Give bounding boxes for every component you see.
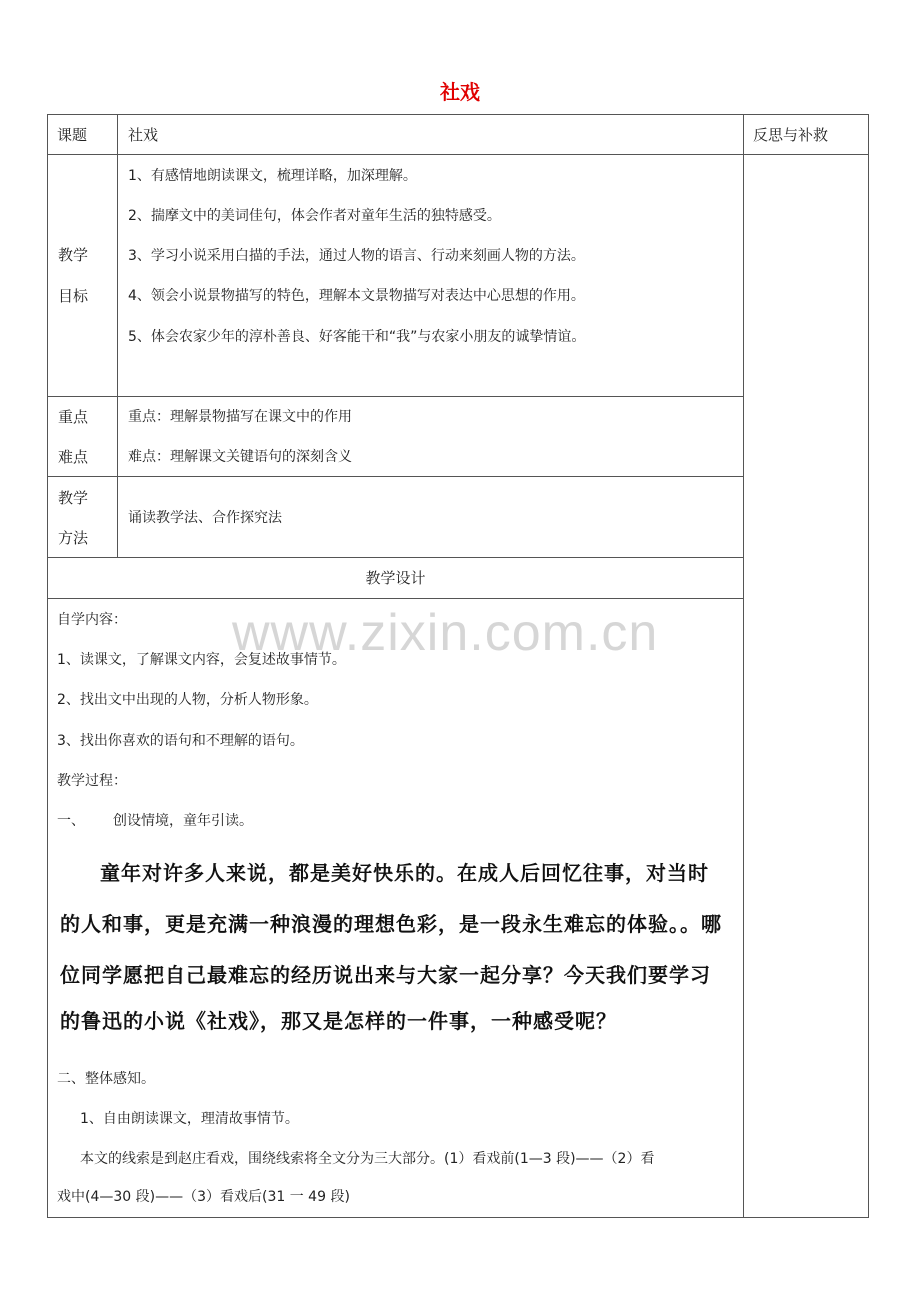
method-label: 教学	[58, 489, 89, 507]
intro-paragraph-line: 的人和事，更是充满一种浪漫的理想色彩，是一段永生难忘的体验。。哪	[60, 912, 722, 936]
table-border-top	[47, 114, 869, 115]
step-number: 一、	[57, 813, 85, 829]
reflection-header: 反思与补救	[753, 126, 829, 144]
step-item: 1、自由朗读课文，理清故事情节。	[80, 1111, 299, 1127]
table-border-right	[868, 114, 869, 1218]
method-label: 方法	[58, 529, 89, 547]
objective-item: 4、领会小说景物描写的特色，理解本文景物描写对表达中心思想的作用。	[128, 288, 585, 304]
row-divider	[47, 154, 869, 155]
objective-item: 3、学习小说采用白描的手法，通过人物的语言、行动来刻画人物的方法。	[128, 248, 585, 264]
row-divider	[47, 598, 744, 599]
step-title: 二、整体感知。	[57, 1071, 155, 1087]
key-points-label: 重点	[58, 408, 89, 426]
self-study-heading: 自学内容：	[57, 612, 127, 628]
objectives-label: 目标	[58, 287, 89, 305]
topic-label: 课题	[57, 126, 88, 144]
objective-item: 5、体会农家少年的淳朴善良、好客能干和“我”与农家小朋友的诚挚情谊。	[128, 329, 586, 345]
key-points-label: 难点	[58, 448, 89, 466]
topic-value: 社戏	[128, 126, 159, 144]
self-study-item: 2、找出文中出现的人物，分析人物形象。	[57, 692, 318, 708]
difficult-point: 难点：理解课文关键语句的深刻含义	[128, 449, 352, 465]
step-title: 创设情境，童年引读。	[113, 813, 253, 829]
design-heading: 教学设计	[365, 569, 426, 587]
intro-paragraph-line: 童年对许多人来说，都是美好快乐的。在成人后回忆往事，对当时	[100, 861, 709, 885]
row-divider	[47, 476, 744, 477]
intro-paragraph-line: 的鲁迅的小说《社戏》，那又是怎样的一件事，一种感受呢？	[60, 1009, 617, 1033]
objective-item: 1、有感情地朗读课文，梳理详略，加深理解。	[128, 168, 417, 184]
table-border-left	[47, 114, 48, 1218]
paragraph-line: 本文的线索是到赵庄看戏，围绕线索将全文分为三大部分。(1）看戏前(1—3 段)——（2）看	[80, 1151, 655, 1167]
column-divider	[743, 114, 744, 1218]
table-border-bottom	[47, 1217, 869, 1218]
objectives-label: 教学	[58, 246, 89, 264]
key-point: 重点：理解景物描写在课文中的作用	[128, 409, 352, 425]
row-divider	[47, 557, 744, 558]
objective-item: 2、揣摩文中的美词佳句，体会作者对童年生活的独特感受。	[128, 208, 501, 224]
paragraph-line: 戏中(4—30 段)——（3）看戏后(31 一 49 段)	[57, 1189, 350, 1205]
self-study-item: 3、找出你喜欢的语句和不理解的语句。	[57, 733, 304, 749]
page-title: 社戏	[440, 80, 480, 104]
row-divider	[47, 396, 744, 397]
column-divider	[117, 114, 118, 558]
self-study-item: 1、读课文，了解课文内容，会复述故事情节。	[57, 652, 346, 668]
process-heading: 教学过程：	[57, 773, 127, 789]
intro-paragraph-line: 位同学愿把自己最难忘的经历说出来与大家一起分享？今天我们要学习	[60, 963, 711, 987]
watermark: www.zixin.com.cn	[232, 604, 659, 662]
method-value: 诵读教学法、合作探究法	[128, 510, 282, 526]
